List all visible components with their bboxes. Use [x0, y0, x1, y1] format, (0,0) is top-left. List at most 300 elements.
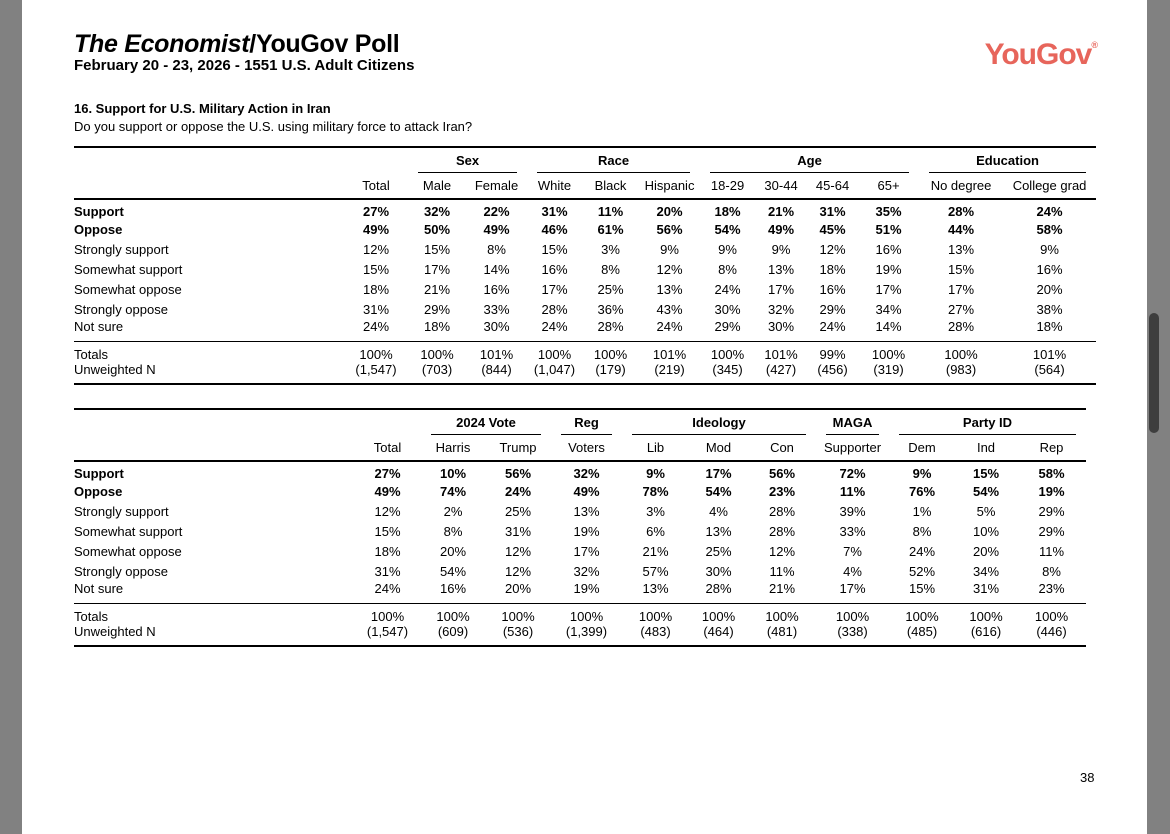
value-cell: 10% — [972, 523, 1000, 539]
value-cell: 11% — [1038, 543, 1065, 559]
group-header-cell — [527, 147, 700, 173]
value-cell: 33% — [839, 523, 866, 539]
table-row — [74, 219, 1096, 239]
value-cell: 20% — [439, 543, 467, 559]
value-cell: 21% — [642, 543, 669, 559]
summary-row — [74, 604, 1086, 625]
value-cell: (481) — [766, 624, 798, 639]
value-cell: 12% — [768, 543, 796, 559]
value-cell: 16% — [541, 261, 568, 277]
value-cell: 100% — [582, 342, 639, 363]
value-cell: 16% — [875, 241, 902, 257]
value-cell: 29% — [423, 301, 451, 317]
value-cell: (456) — [817, 362, 848, 377]
value-cell: 18% — [819, 261, 846, 277]
value-cell: 15% — [948, 261, 975, 277]
table-row — [74, 501, 1086, 521]
value-cell: 31% — [972, 581, 1000, 596]
value-cell: 7% — [843, 543, 862, 559]
value-cell: 54% — [972, 483, 1000, 499]
value-cell: 23% — [768, 483, 796, 499]
value-cell: 56% — [656, 221, 683, 237]
column-header-row — [74, 173, 1096, 199]
value-cell: 9% — [718, 241, 737, 257]
row-label: Strongly support — [74, 503, 169, 519]
value-cell: 31% — [541, 203, 568, 219]
value-cell: 50% — [423, 221, 451, 237]
group-header-spacer — [74, 409, 421, 435]
value-cell: 45% — [819, 221, 846, 237]
value-cell: 19% — [573, 581, 600, 596]
value-cell: 22% — [483, 203, 510, 219]
group-header-cell — [889, 409, 1086, 435]
value-cell: 28% — [948, 203, 975, 219]
value-cell: 21% — [768, 581, 796, 596]
value-cell: 27% — [374, 465, 401, 481]
value-cell: 13% — [573, 503, 600, 519]
value-cell: 20% — [656, 203, 683, 219]
row-label: Support — [74, 203, 124, 219]
value-cell: 100% — [622, 604, 689, 625]
value-cell: 24% — [819, 319, 846, 334]
value-cell: (427) — [765, 362, 797, 377]
column-header: Voters — [568, 440, 605, 455]
value-cell: 4% — [843, 563, 862, 579]
value-cell: 24% — [1036, 203, 1063, 219]
value-cell: 17% — [948, 281, 975, 297]
table-row — [74, 319, 1096, 342]
value-cell: 4% — [709, 503, 728, 519]
value-cell: (446) — [1036, 624, 1067, 639]
page-title — [74, 30, 399, 59]
value-cell: 25% — [504, 503, 532, 519]
value-cell: 57% — [642, 563, 669, 579]
column-header: Con — [770, 440, 794, 455]
value-cell: (483) — [640, 624, 671, 639]
table-row — [74, 521, 1086, 541]
value-cell: 49% — [374, 483, 401, 499]
value-cell: 16% — [1036, 261, 1063, 277]
value-cell: 101% — [755, 342, 807, 363]
column-header: Total — [373, 440, 402, 455]
value-cell: 32% — [573, 465, 600, 481]
value-cell: 8% — [601, 261, 620, 277]
value-cell: 54% — [705, 483, 732, 499]
value-cell: 100% — [354, 604, 421, 625]
value-cell: 17% — [573, 543, 600, 559]
value-cell: 21% — [768, 203, 795, 219]
value-cell: (485) — [906, 624, 938, 639]
column-header-spacer — [74, 435, 354, 461]
value-cell: 28% — [768, 503, 796, 519]
value-cell: 14% — [483, 261, 510, 277]
value-cell: 13% — [948, 241, 975, 257]
value-cell: 17% — [423, 261, 451, 277]
group-label: Reg — [561, 415, 612, 435]
value-cell: 100% — [955, 604, 1017, 625]
value-cell: 43% — [656, 301, 683, 317]
table-row — [74, 581, 1086, 604]
value-cell: 100% — [748, 604, 816, 625]
row-label: Totals — [74, 342, 344, 363]
value-cell: 24% — [504, 483, 532, 499]
value-cell: (983) — [945, 362, 977, 377]
value-cell: 78% — [642, 483, 669, 499]
value-cell: 12% — [504, 563, 532, 579]
value-cell: 31% — [362, 301, 390, 317]
value-cell: 19% — [875, 261, 902, 277]
value-cell: 46% — [541, 221, 568, 237]
value-cell: 11% — [769, 563, 795, 579]
value-cell: 12% — [504, 543, 532, 559]
table-row — [74, 299, 1096, 319]
group-header-cell — [816, 409, 889, 435]
row-label: Strongly oppose — [74, 563, 168, 579]
value-cell: 56% — [768, 465, 796, 481]
row-label: Not sure — [74, 581, 124, 596]
value-cell: 1% — [912, 503, 932, 519]
value-cell: 33% — [483, 301, 510, 317]
value-cell: 30% — [714, 301, 741, 317]
value-cell: 18% — [362, 281, 390, 297]
value-cell: 15% — [541, 241, 568, 257]
value-cell: 9% — [660, 241, 679, 257]
column-header: Trump — [499, 440, 537, 455]
value-cell: 100% — [344, 342, 408, 363]
value-cell: 11% — [839, 483, 866, 499]
value-cell: 36% — [597, 301, 624, 317]
group-label: Party ID — [899, 415, 1076, 435]
row-label: Somewhat support — [74, 523, 183, 539]
value-cell: (703) — [421, 362, 453, 377]
column-header-spacer — [74, 173, 344, 199]
value-cell: 19% — [1038, 483, 1065, 499]
value-cell: 29% — [819, 301, 846, 317]
value-cell: 51% — [875, 221, 902, 237]
column-header: Dem — [908, 440, 936, 455]
value-cell: 21% — [423, 281, 451, 297]
value-cell: 24% — [374, 581, 401, 596]
value-cell: 31% — [374, 563, 401, 579]
value-cell: 8% — [1042, 563, 1061, 579]
value-cell: 32% — [573, 563, 600, 579]
value-cell: 17% — [541, 281, 568, 297]
value-cell: 8% — [443, 523, 463, 539]
question-text: Do you support or oppose the U.S. using military force to attack Iran? — [74, 119, 473, 134]
column-header: Lib — [646, 440, 665, 455]
value-cell: 100% — [689, 604, 748, 625]
value-cell: 9% — [912, 465, 932, 481]
table-row — [74, 279, 1096, 299]
column-header: Hispanic — [644, 178, 695, 193]
scrollbar-thumb[interactable] — [1149, 313, 1159, 433]
column-header: Supporter — [823, 440, 882, 455]
value-cell: 9% — [646, 465, 665, 481]
value-cell: 24% — [714, 281, 741, 297]
value-cell: 100% — [889, 604, 955, 625]
row-label: Strongly support — [74, 241, 169, 257]
table-row — [74, 199, 1096, 219]
value-cell: 10% — [439, 465, 467, 481]
value-cell: 18% — [1036, 319, 1063, 334]
title-yougov-poll: /YouGov Poll — [249, 30, 400, 58]
yougov-logo-text: YouGov — [984, 38, 1092, 71]
value-cell: 20% — [504, 581, 532, 596]
value-cell: 12% — [374, 503, 401, 519]
poll-subtitle: February 20 - 23, 2026 - 1551 U.S. Adult Citizens — [74, 57, 415, 74]
value-cell: 15% — [374, 523, 401, 539]
value-cell: (616) — [970, 624, 1002, 639]
value-cell: 61% — [597, 221, 624, 237]
value-cell: (345) — [712, 362, 743, 377]
value-cell: 28% — [541, 301, 568, 317]
value-cell: 17% — [705, 465, 732, 481]
group-header-cell — [408, 147, 527, 173]
value-cell: 9% — [771, 241, 791, 257]
column-header: 30-44 — [764, 178, 798, 193]
value-cell: 3% — [646, 503, 665, 519]
value-cell: 17% — [839, 581, 866, 596]
value-cell: 15% — [423, 241, 451, 257]
value-cell: 72% — [839, 465, 866, 481]
group-header-cell — [551, 409, 622, 435]
table-row — [74, 481, 1086, 501]
value-cell: 5% — [976, 503, 996, 519]
column-header-row — [74, 435, 1086, 461]
value-cell: 101% — [1003, 342, 1096, 363]
value-cell: 18% — [423, 319, 451, 334]
question-title: 16. Support for U.S. Military Action in Iran — [74, 101, 331, 116]
value-cell: 52% — [908, 563, 936, 579]
row-label: Totals — [74, 604, 354, 625]
yougov-logo — [985, 38, 1097, 72]
value-cell: 15% — [972, 465, 1000, 481]
value-cell: 15% — [908, 581, 936, 596]
value-cell: 29% — [1038, 503, 1065, 519]
value-cell: 32% — [423, 203, 451, 219]
column-header: College grad — [1012, 178, 1087, 193]
column-header: Male — [422, 178, 452, 193]
value-cell: 100% — [527, 342, 582, 363]
column-header: Female — [474, 178, 519, 193]
value-cell: 101% — [466, 342, 527, 363]
registered-trademark-icon: ® — [1091, 40, 1097, 50]
summary-row — [74, 624, 1086, 646]
value-cell: 17% — [875, 281, 902, 297]
value-cell: 74% — [439, 483, 467, 499]
value-cell: 34% — [875, 301, 902, 317]
value-cell: 9% — [1040, 241, 1059, 257]
column-header: Mod — [705, 440, 732, 455]
value-cell: 18% — [714, 203, 741, 219]
value-cell: 14% — [875, 319, 902, 334]
value-cell: 8% — [487, 241, 506, 257]
document-page — [22, 0, 1147, 834]
crosstab-table-politics — [74, 408, 1086, 647]
value-cell: 54% — [714, 221, 741, 237]
value-cell: (1,547) — [366, 624, 409, 639]
group-header-cell — [421, 409, 551, 435]
value-cell: 23% — [1038, 581, 1065, 596]
table-row — [74, 561, 1086, 581]
group-label: Age — [710, 153, 909, 173]
summary-row — [74, 342, 1096, 363]
column-header: Total — [362, 178, 390, 193]
column-header: Ind — [976, 440, 996, 455]
value-cell: 12% — [362, 241, 390, 257]
value-cell: 35% — [875, 203, 902, 219]
value-cell: 27% — [362, 203, 390, 219]
value-cell: 6% — [646, 523, 665, 539]
table-row — [74, 259, 1096, 279]
value-cell: (319) — [873, 362, 904, 377]
group-header-cell — [622, 409, 816, 435]
value-cell: 12% — [656, 261, 683, 277]
value-cell: 8% — [718, 261, 737, 277]
group-label: 2024 Vote — [431, 415, 541, 435]
row-label: Support — [74, 465, 124, 481]
value-cell: (338) — [837, 624, 868, 639]
value-cell: 58% — [1038, 465, 1065, 481]
column-header: No degree — [930, 178, 992, 193]
row-label: Not sure — [74, 319, 124, 334]
value-cell: 34% — [972, 563, 1000, 579]
value-cell: (1,547) — [355, 362, 397, 377]
value-cell: 44% — [948, 221, 975, 237]
value-cell: 101% — [639, 342, 700, 363]
value-cell: 100% — [408, 342, 466, 363]
group-label: Race — [537, 153, 690, 173]
page-number: 38 — [1080, 770, 1095, 785]
group-header-cell — [700, 147, 919, 173]
value-cell: 76% — [908, 483, 936, 499]
value-cell: (464) — [703, 624, 734, 639]
value-cell: 24% — [656, 319, 683, 334]
value-cell: 100% — [1017, 604, 1086, 625]
value-cell: 20% — [1036, 281, 1063, 297]
value-cell: 15% — [362, 261, 390, 277]
value-cell: 30% — [705, 563, 732, 579]
column-header: 65+ — [877, 178, 900, 193]
row-label: Somewhat oppose — [74, 281, 182, 297]
column-header: Harris — [435, 440, 471, 455]
row-label: Oppose — [74, 221, 123, 237]
value-cell: 17% — [768, 281, 795, 297]
value-cell: 20% — [972, 543, 1000, 559]
value-cell: 13% — [642, 581, 669, 596]
row-label: Somewhat support — [74, 261, 183, 277]
value-cell: 12% — [819, 241, 846, 257]
column-header: White — [537, 178, 572, 193]
value-cell: (1,047) — [533, 362, 576, 377]
value-cell: 30% — [768, 319, 795, 334]
value-cell: 24% — [541, 319, 568, 334]
group-label: Education — [929, 153, 1086, 173]
value-cell: 3% — [601, 241, 620, 257]
value-cell: 16% — [439, 581, 467, 596]
column-header: 45-64 — [815, 178, 850, 193]
value-cell: 29% — [1038, 523, 1065, 539]
value-cell: 8% — [912, 523, 932, 539]
value-cell: 28% — [768, 523, 796, 539]
value-cell: 29% — [714, 319, 741, 334]
crosstab-table-demographics — [74, 146, 1096, 385]
value-cell: 31% — [504, 523, 532, 539]
row-label: Oppose — [74, 483, 123, 499]
value-cell: 54% — [439, 563, 467, 579]
group-header-spacer — [74, 147, 408, 173]
group-label: MAGA — [826, 415, 879, 435]
group-label: Ideology — [632, 415, 806, 435]
value-cell: 30% — [483, 319, 510, 334]
value-cell: 2% — [443, 503, 463, 519]
value-cell: (564) — [1034, 362, 1065, 377]
column-header: Black — [594, 178, 627, 193]
table-row — [74, 239, 1096, 259]
value-cell: 16% — [483, 281, 510, 297]
value-cell: 49% — [768, 221, 795, 237]
value-cell: 99% — [807, 342, 858, 363]
value-cell: 27% — [948, 301, 975, 317]
value-cell: 100% — [816, 604, 889, 625]
value-cell: 13% — [768, 261, 795, 277]
value-cell: 49% — [573, 483, 600, 499]
value-cell: 100% — [421, 604, 485, 625]
value-cell: 19% — [573, 523, 600, 539]
value-cell: (844) — [481, 362, 512, 377]
value-cell: 100% — [485, 604, 551, 625]
row-label: Strongly oppose — [74, 301, 168, 317]
value-cell: 39% — [839, 503, 866, 519]
value-cell: (1,399) — [565, 624, 608, 639]
value-cell: 28% — [948, 319, 975, 334]
value-cell: (609) — [437, 624, 469, 639]
value-cell: 16% — [819, 281, 846, 297]
value-cell: 24% — [362, 319, 390, 334]
value-cell: 38% — [1036, 301, 1063, 317]
value-cell: 100% — [858, 342, 919, 363]
table-row — [74, 461, 1086, 481]
table-row — [74, 541, 1086, 561]
value-cell: 13% — [656, 281, 683, 297]
value-cell: 100% — [919, 342, 1003, 363]
row-label: Unweighted N — [74, 624, 156, 639]
column-header: Rep — [1039, 440, 1064, 455]
crosstab-table — [74, 408, 1086, 647]
value-cell: 25% — [597, 281, 624, 297]
summary-row — [74, 362, 1096, 384]
value-cell: 28% — [705, 581, 732, 596]
value-cell: 49% — [362, 221, 390, 237]
value-cell: 100% — [551, 604, 622, 625]
title-economist: The Economist — [74, 30, 250, 58]
crosstab-table — [74, 146, 1096, 385]
value-cell: 100% — [700, 342, 755, 363]
value-cell: 32% — [768, 301, 795, 317]
value-cell: 18% — [374, 543, 401, 559]
group-label: Sex — [418, 153, 517, 173]
value-cell: (179) — [595, 362, 626, 377]
value-cell: 24% — [908, 543, 936, 559]
value-cell: 31% — [819, 203, 846, 219]
value-cell: 49% — [483, 221, 510, 237]
row-label: Unweighted N — [74, 362, 156, 377]
value-cell: 11% — [597, 203, 624, 219]
value-cell: (536) — [502, 624, 534, 639]
value-cell: (219) — [654, 362, 685, 377]
group-header-cell — [919, 147, 1096, 173]
group-header-row — [74, 409, 1086, 435]
